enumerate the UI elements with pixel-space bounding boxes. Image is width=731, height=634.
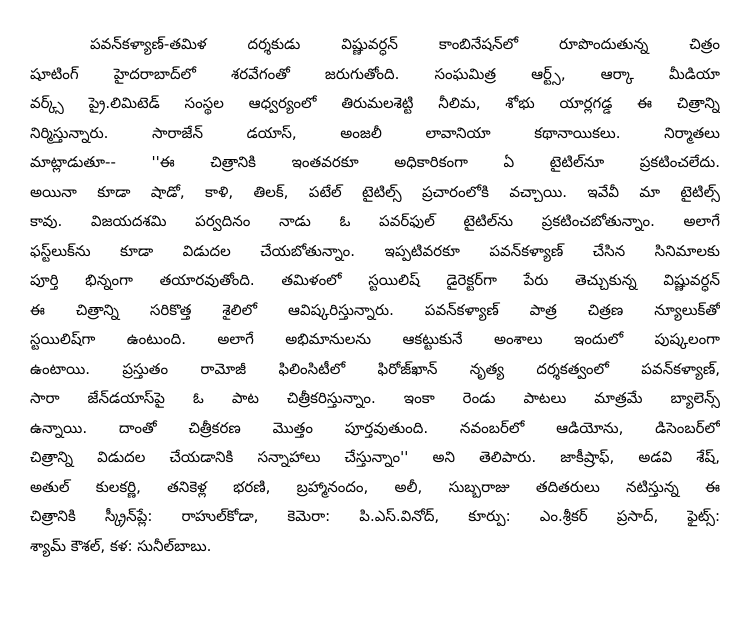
article-line: మాట్లాడుతూ-- ''ఈ చిత్రానికి ఇంతవరకూ అధికారికంగా ఏ టైటిల్‌నూ ప్రకటించలేదు. [30, 153, 720, 171]
article-line: అతుల్‌ కులకర్ణి, తనికెళ్ల భరణి, బ్రహ్మానందం, అలీ, సుబ్బరాజు తదితరులు నటిస్తున్న ఈ [30, 477, 720, 496]
article-line: చిత్రాన్ని విడుదల చేయడానికి సన్నాహాలు చేస్తున్నాం'' అని తెలిపారు. జాకీ‌ష్రాఫ్‌, అడవి శేష్‌, [30, 448, 720, 466]
article-line: పూర్తి భిన్నంగా తయారవుతోంది. తమిళంలో స్టయిలిష్‌ డైరెక్టర్‌గా పేరు తెచ్చుకున్న విష్ణువర్ధన్‌ [30, 271, 720, 289]
article-line: ఈ చిత్రాన్ని సరికొత్త శైలిలో ఆవిష్కరిస్తున్నారు. పవన్‌కళ్యాణ్‌ పాత్ర చిత్రణ న్యూలుక్‌తో [30, 300, 720, 319]
article-line: చిత్రానికి స్క్రీన్‌ప్లే: రాహుల్‌కోడా, కెమెరా: పి.ఎస్‌.వినోద్‌, కూర్పు: ఎం.శ్రీకర్‌ ప్రసాద్‌, ఫైట్స్‌: [30, 507, 720, 525]
article-line: ఫస్ట్‌లుక్‌ను కూడా విడుదల చేయబోతున్నాం. ఇప్పటివరకూ పవన్‌కళ్యాణ్‌ చేసిన సినిమాలకు [30, 241, 720, 260]
article-line: పవన్‌కళ్యాణ్‌-తమిళ దర్శకుడు విష్ణువర్ధన్‌ కాంబినేషన్‌లో రూపొందుతున్న చిత్రం [90, 35, 720, 53]
article-line: ఉంటాయి. ప్రస్తుతం రామోజీ ఫిలిం‌సిటీలో ఫిరోజ్‌ఖాన్‌ నృత్య దర్శకత్వంలో పవన్‌కళ్యాణ్‌, [30, 359, 720, 378]
article-body [30, 30, 720, 561]
article-line: సారా జేన్‌డయాస్‌పై ఓ పాట చిత్రీకరిస్తున్నాం. ఇంకా రెండు పాటలు మాత్రమే బ్యాలెన్స్‌ [30, 389, 720, 407]
article-line: నిర్మిస్తున్నారు. సారాజేన్‌ డయాస్‌, అంజలీ లావానియా కథానాయికలు. నిర్మాతలు [30, 123, 720, 142]
article-line: కావు. విజయదశమి పర్వదినం నాడు ఓ పవర్‌ఫుల్‌ టైటిల్‌ను ప్రకటించబోతున్నాం. అలాగే [30, 212, 720, 230]
article-line: వర్క్స్‌ ప్రై.లిమిటెడ్‌ సంస్థల ఆధ్వర్యంలో తిరుమలశెట్టి నీలిమ, శోభు యార్లగడ్డ ఈ చిత్రాన్ని [30, 94, 720, 112]
article-line: స్టయిలిష్‌గా ఉంటుంది. అలాగే అభిమానులను ఆకట్టుకునే అంశాలు ఇందులో పుష్కలంగా [30, 330, 720, 348]
article-line: శ్యామ్‌ కౌశల్‌, కళ: సునీల్‌బాబు. [30, 536, 212, 555]
article-line: షూటింగ్‌ హైదరాబాద్‌లో శరవేగంతో జరుగుతోంది. సంఘమిత్ర ఆర్ట్స్‌, ఆర్కా మీడియా [30, 64, 720, 83]
article-line: ఉన్నాయి. దాంతో చిత్రీకరణ మొత్తం పూర్తవుతుంది. నవంబర్‌లో ఆడియోను, డిసెంబర్‌లో [30, 418, 720, 437]
article-line: అయినా కూడా షాడో, కాళి, తిలక్‌, పటేల్‌ టైటిల్స్‌ ప్రచారంలోకి వచ్చాయి. ఇవేవీ మా టైటిల్స్‌ [30, 182, 720, 201]
